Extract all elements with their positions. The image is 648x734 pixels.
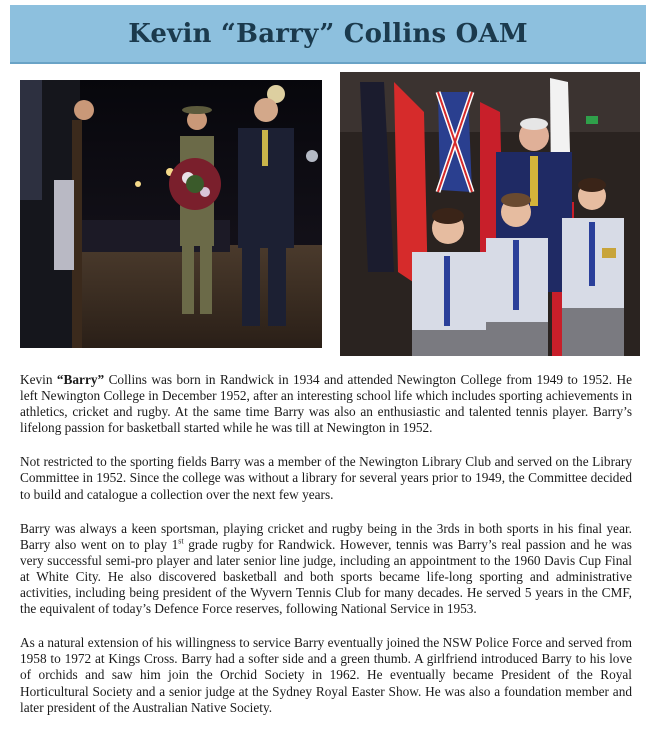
paragraph-early-life <box>20 372 632 436</box>
page-title: Kevin “Barry” Collins OAM <box>128 18 528 49</box>
paragraph-library-club: Not restricted to the sporting fields Barry was a member of the Newington Library Club and served on the Library Committee in 1952. Since the college was without a library for several years prior to 1949, the Committee decided to build and catalogue a collection over the next few years. <box>20 454 632 502</box>
paragraph-sports-end: grade rugby for Randwick. However, tennis was Barry’s real passion and he was very successful semi-pro player and later senior line judge, including an appointment to the 1960 Davis Cup Final at White City. He also discovered basketball and both sports became life-long sporting and administrative activities, including being president of the Wyvern Tennis Club for many decades. He served 5 years in the CMF, the equivalent of today’s Defence Force reserves, following National Service in 1953. <box>20 536 632 617</box>
ordinal-superscript: st <box>178 536 184 546</box>
wreath-laying-photo <box>20 80 322 348</box>
paragraph-sports-start: Barry was always a keen sportsman, playing cricket and rugby being in the 3rds in both sports in his final year. Barry also went on to play 1 <box>20 520 632 552</box>
barry-with-students-photo-image <box>340 72 640 356</box>
paragraph-lead: Kevin <box>20 372 57 387</box>
nickname-bold: “Barry” <box>56 372 105 387</box>
title-banner <box>10 5 646 64</box>
wreath-laying-photo-image <box>20 80 322 348</box>
paragraph-early-life-rest: Collins was born in Randwick in 1934 and attended Newington College from 1949 to 1952. He left Newington College in December 1952, after an interesting school life which includes sporting achievements in athletics, cricket and rugby. At the same time Barry was also an enthusiastic and talented tennis player. Barry’s lifelong passion for basketball started while he was till at Newington in 1952. <box>20 372 632 436</box>
paragraph-police-and-horticulture: As a natural extension of his willingness to service Barry eventually joined the NSW Police Force and served from 1958 to 1972 at Kings Cross. Barry had a softer side and a green thumb. A girlfriend introduced Barry to his love of orchids and saw him join the Orchid Society in 1962. He eventually became President of the Royal Horticultural Society and a senior judge at the Sydney Royal Easter Show. He was also a foundation member and later president of the Australian Native Society. <box>20 635 632 715</box>
biography-text <box>20 372 632 734</box>
barry-with-students-photo <box>340 72 640 356</box>
paragraph-sports <box>20 521 632 618</box>
